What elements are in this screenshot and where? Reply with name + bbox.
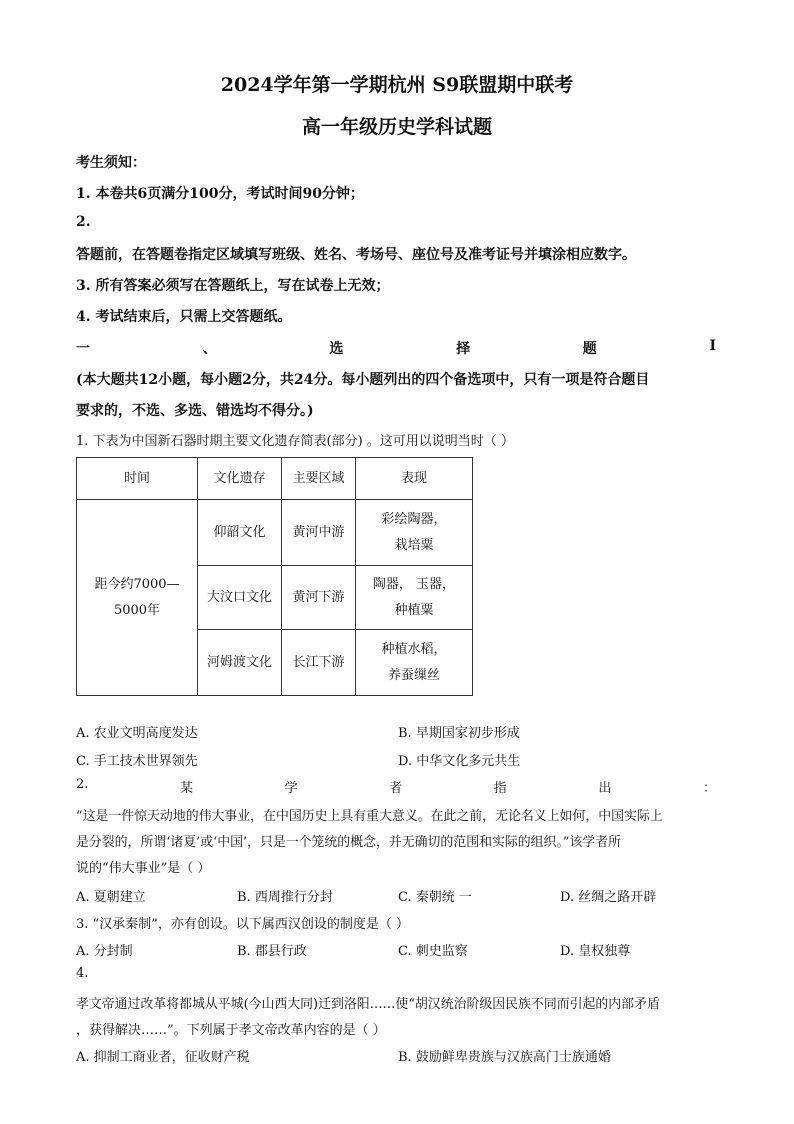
section-heading xyxy=(76,338,716,358)
q3-stem: 3. “汉承秦制”，亦有创设。以下属西汉创设的制度是（ ） xyxy=(76,917,409,932)
q3-option-c: C. 刺史监察 xyxy=(398,944,468,959)
feature-line: 栽培粟 xyxy=(394,537,434,553)
q1-option-a: A. 农业文明高度发达 xyxy=(76,726,198,741)
section-heading-char: 一 xyxy=(76,341,90,357)
q2-line-3: 说的“伟大事业”是（ ） xyxy=(76,861,211,876)
q2-lead-char: 者 xyxy=(389,781,403,796)
q2-lead xyxy=(76,777,716,796)
section-heading-char: 、 xyxy=(202,341,217,357)
table-cell-feature xyxy=(356,566,473,630)
culture-table xyxy=(76,457,473,696)
table-header-cell: 文化遗存 xyxy=(198,458,282,500)
feature-line: 种植粟 xyxy=(394,602,434,618)
table-cell-region: 长江下游 xyxy=(282,630,356,696)
section-heading-char: I xyxy=(709,338,716,354)
q2-option-a: A. 夏朝建立 xyxy=(76,890,146,905)
table-cell-feature xyxy=(356,630,473,696)
section-heading-char: 择 xyxy=(456,341,471,357)
feature-line: 彩绘陶器， xyxy=(381,511,447,527)
q4-option-b: B. 鼓励鲜卑贵族与汉族高门士族通婚 xyxy=(398,1050,611,1065)
feature-line: 养蚕缫丝 xyxy=(387,667,440,683)
q2-lead-char: 学 xyxy=(284,781,298,796)
table-header-row xyxy=(77,458,473,500)
notice-line-1: 1. 本卷共6页满分100分，考试时间90分钟； xyxy=(76,186,364,202)
table-cell-culture: 河姆渡文化 xyxy=(198,630,282,696)
period-line-2: 5000年 xyxy=(113,602,161,618)
q1-option-b: B. 早期国家初步形成 xyxy=(398,726,520,741)
q3-option-a: A. 分封制 xyxy=(76,944,133,959)
q2-lead-char: 某 xyxy=(179,781,193,796)
q2-option-b: B. 西周推行分封 xyxy=(237,890,333,905)
section-desc-1: (本大题共12小题，每小题2分，共24分。每小题列出的四个备选项中，只有一项是符合题目 xyxy=(76,372,650,388)
notice-heading: 考生须知： xyxy=(76,155,146,171)
q1-stem: 1. 下表为中国新石器时期主要文化遗存简表(部分) 。这可用以说明当时（ ） xyxy=(76,434,514,449)
q4-line-1: 孝文帝通过改革将都城从平城(今山西大同)迁到洛阳……使“胡汉统治阶级因民族不同而引起的内部矛盾 xyxy=(76,997,660,1012)
table-header-cell: 主要区域 xyxy=(282,458,356,500)
q1-option-c: C. 手工技术世界领先 xyxy=(76,754,198,769)
section-desc-2: 要求的，不选、多选、错选均不得分。) xyxy=(76,403,314,419)
table-cell-culture: 大汶口文化 xyxy=(198,566,282,630)
q4-line-2: ，获得解决……”。下列属于孝文帝改革内容的是（ ） xyxy=(76,1023,386,1038)
section-heading-char: 题 xyxy=(582,341,597,357)
q4-option-a: A. 抑制工商业者，征收财产税 xyxy=(76,1050,250,1065)
q3-option-b: B. 郡县行政 xyxy=(237,944,307,959)
table-header-cell: 时间 xyxy=(77,458,198,500)
notice-line-2: 2. xyxy=(76,214,91,230)
q3-option-d: D. 皇权独尊 xyxy=(560,944,631,959)
table-row xyxy=(77,500,473,566)
feature-line: 陶器， 玉器， xyxy=(372,576,456,592)
q1-option-d: D. 中华文化多元共生 xyxy=(398,754,521,769)
q2-option-d: D. 丝绸之路开辟 xyxy=(560,890,657,905)
table-header-cell: 表现 xyxy=(356,458,473,500)
notice-line-5: 4. 考试结束后，只需上交答题纸。 xyxy=(76,309,292,325)
table-cell-region: 黄河下游 xyxy=(282,566,356,630)
q2-lead-char: 出 xyxy=(598,781,612,796)
q2-lead-char: 指 xyxy=(493,781,507,796)
notice-line-3: 答题前，在答题卷指定区域填写班级、姓名、考场号、座位号及准考证号并填涂相应数字。 xyxy=(76,247,636,263)
table-cell-feature xyxy=(356,500,473,566)
period-line-1: 距今约7000— xyxy=(94,576,180,592)
q2-lead-char: 2. xyxy=(76,777,89,792)
q2-line-2: 是分裂的，所谓‘诸夏’或‘中国’，只是一个笼统的概念，并无确切的范围和实际的组织。”该学者所 xyxy=(76,835,622,850)
q2-lead-char: ： xyxy=(702,781,716,796)
section-heading-char: 选 xyxy=(329,341,344,357)
exam-title: 2024学年第一学期杭州 S9联盟期中联考 xyxy=(220,74,574,96)
notice-line-4: 3. 所有答案必须写在答题纸上，写在试卷上无效； xyxy=(76,278,390,294)
table-cell-region: 黄河中游 xyxy=(282,500,356,566)
q4-number: 4. xyxy=(76,966,89,981)
q2-option-c: C. 秦朝统 一 xyxy=(398,890,472,905)
feature-line: 种植水稻， xyxy=(381,641,447,657)
exam-subtitle: 高一年级历史学科试题 xyxy=(301,116,492,138)
q2-line-1: “这是一件惊天动地的伟大事业，在中国历史上具有重大意义。在此之前，无论名义上如何，中国实际上 xyxy=(76,809,663,824)
table-period-cell xyxy=(77,500,198,696)
table-cell-culture: 仰韶文化 xyxy=(198,500,282,566)
